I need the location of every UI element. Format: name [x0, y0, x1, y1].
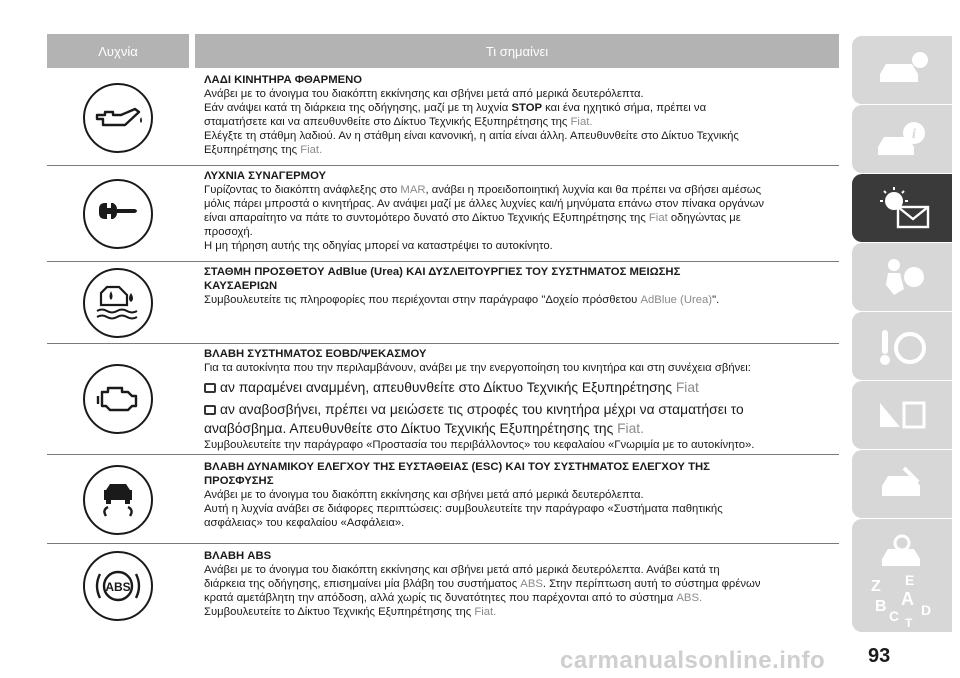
bullet-icon [204, 405, 216, 415]
row-alarm: ΛΥΧΝΙΑ ΣΥΝΑΓΕΡΜΟΥ Γυρίζοντας το διακόπτη ανάφλεξης στο MAR, ανάβει η προειδοποιητική λυχνία και θα πρέπει να σβήσει αμέσως μόλις πάρει μπροστά ο κινητήρας. Αν ανάψει μαζί με άλλες λυχνίες και/ή μηνύματα επάνω στον πίνακα οργάνων είναι απαραίτητο να πάτε το συντομότερο δυνατό στο Δίκτυο Τεχνικής Εξυπηρέτησης της Fiat οδηγώντας με προσοχή. Η μη τήρηση αυτής της οδηγίας μπορεί να καταστρέψει το αυτοκίνητο. [47, 166, 839, 262]
svg-text:A: A [901, 589, 914, 609]
oil-can-icon [83, 83, 153, 153]
emergency-tab-icon [874, 393, 930, 437]
row-adblue: ΣΤΑΘΜΗ ΠΡΟΣΘΕΤΟΥ AdBlue (Urea) ΚΑΙ ΔΥΣΛΕΙΤΟΥΡΓΙΕΣ ΤΟΥ ΣΥΣΤΗΜΑΤΟΣ ΜΕΙΩΣΗΣ ΚΑΥΣΑΕΡΙΩΝ Συμβουλευτείτε τις πληροφορίες που περιέχονται στην παράγραφο "Δοχείο πρόσθετου AdBlue (Urea)". [47, 262, 839, 344]
info-tab-icon [874, 119, 930, 159]
page-number: 93 [868, 645, 891, 667]
svg-text:ABS: ABS [105, 580, 131, 594]
svg-text:D: D [921, 602, 932, 618]
table-header [47, 34, 839, 68]
maintenance-tab-icon [874, 462, 930, 506]
abs-icon [83, 551, 153, 621]
tab-driving[interactable] [852, 312, 952, 380]
tab-car-info[interactable] [852, 36, 952, 104]
watermark: carmanualsonline.info [560, 647, 826, 674]
svg-text:T: T [905, 616, 913, 627]
adblue-level-icon [83, 268, 153, 338]
svg-text:i: i [912, 127, 916, 142]
warning-lights-tab-icon [870, 185, 934, 231]
index-tab-icon [867, 571, 937, 627]
svg-text:E: E [905, 572, 915, 588]
row-abs: ABS ΒΛΑΒΗ ABS Ανάβει με το άνοιγμα του διακόπτη εκκίνησης και σβήνει μετά από μερικά δευτερόλεπτα. Ανάβει κατά τη διάρκεια της οδήγησης, επισημαίνει μία βλάβη του συστήματος ABS. Στην περίπτωση αυτή το σύστημα φρένων κρατά αμετάβλητη την απόδοση, αλλά χωρίς τις δυνατότητες που παρέχονται από το σύστημα ABS. Συμβουλευτείτε το Δίκτυο Τεχνικής Εξυπηρέτησης της Fiat. [47, 546, 839, 626]
row-esc: ΒΛΑΒΗ ΔΥΝΑΜΙΚΟΥ ΕΛΕΓΧΟΥ ΤΗΣ ΕΥΣΤΑΘΕΙΑΣ (ESC) ΚΑΙ ΤΟΥ ΣΥΣΤΗΜΑΤΟΣ ΕΛΕΓΧΟΥ ΤΗΣ ΠΡΟΣΦΥΣΗΣ Ανάβει με το άνοιγμα του διακόπτη εκκίνησης και σβήνει μετά από μερικά δευτερόλεπτα. Αυτή η λυχνία ανάβει σε διάφορες περιπτώσεις: συμβουλευτείτε την παράγραφο «Συστήματα παθητικής ασφάλειας» του κεφαλαίου «Ασφάλεια». [47, 457, 839, 543]
wrench-icon [83, 179, 153, 249]
tab-info[interactable] [852, 105, 952, 173]
tab-safety[interactable] [852, 243, 952, 311]
svg-text:B: B [875, 598, 887, 615]
safety-tab-icon [874, 255, 930, 299]
row-title: ΛΑΔΙ ΚΙΝΗΤΗΡΑ ΦΘΑΡΜΕΝΟ [204, 74, 363, 86]
header-lamp: Λυχνία [98, 43, 138, 59]
svg-text:C: C [889, 608, 900, 624]
esc-skid-icon [83, 465, 153, 535]
engine-icon [83, 364, 153, 434]
tab-emergency[interactable] [852, 381, 952, 449]
row-eobd: ΒΛΑΒΗ ΣΥΣΤΗΜΑΤΟΣ EOBD/ΨΕΚΑΣΜΟΥ Για τα αυτοκίνητα που την περιλαμβάνουν, ανάβει με την ενεργοποίηση του κινητήρα και στη συνέχεια σβήνει: αν παραμένει αναμμένη, απευθυνθείτε στο Δίκτυο Τεχνικής Εξυπηρέτησης Fiat αν αναβοσβήνει, πρέπει να μειώσετε τις στροφές του κινητήρα μέχρι να σταματήσει το αναβόσβημα. Απευθυνθείτε στο Δίκτυο Τεχνικής Εξυπηρέτησης της Fiat. Συμβουλευτείτε την παράγραφο «Προστασία του περιβάλλοντος» του κεφαλαίου «Γνωριμία με το αυτοκίνητο». [47, 344, 839, 454]
car-info-tab-icon [874, 50, 930, 90]
driving-tab-icon [874, 324, 930, 368]
tab-warning-lights[interactable] [852, 174, 952, 242]
row-engine-oil: ΛΑΔΙ ΚΙΝΗΤΗΡΑ ΦΘΑΡΜΕΝΟ Ανάβει με το άνοιγμα του διακόπτη εκκίνησης και σβήνει μετά από μερικά δευτερόλεπτα. Εάν ανάψει κατά τη διάρκεια της οδήγησης, μαζί με τη λυχνία STOP και ένα ηχητικό σήμα, πρέπει να σταματήσετε και να απευθυνθείτε στο Δίκτυο Τεχνικής Εξυπηρέτησης της Fiat. Ελέγξτε τη στάθμη λαδιού. Αν η στάθμη είναι κανονική, η αιτία είναι άλλη. Απευθυνθείτε στο Δίκτυο Τεχνικής Εξυπηρέτησης της Fiat. [47, 70, 839, 166]
svg-text:Z: Z [871, 578, 881, 595]
tab-index[interactable] [852, 566, 952, 632]
tab-maintenance[interactable] [852, 450, 952, 518]
bullet-icon [204, 383, 216, 393]
header-meaning: Τι σημαίνει [485, 43, 549, 59]
